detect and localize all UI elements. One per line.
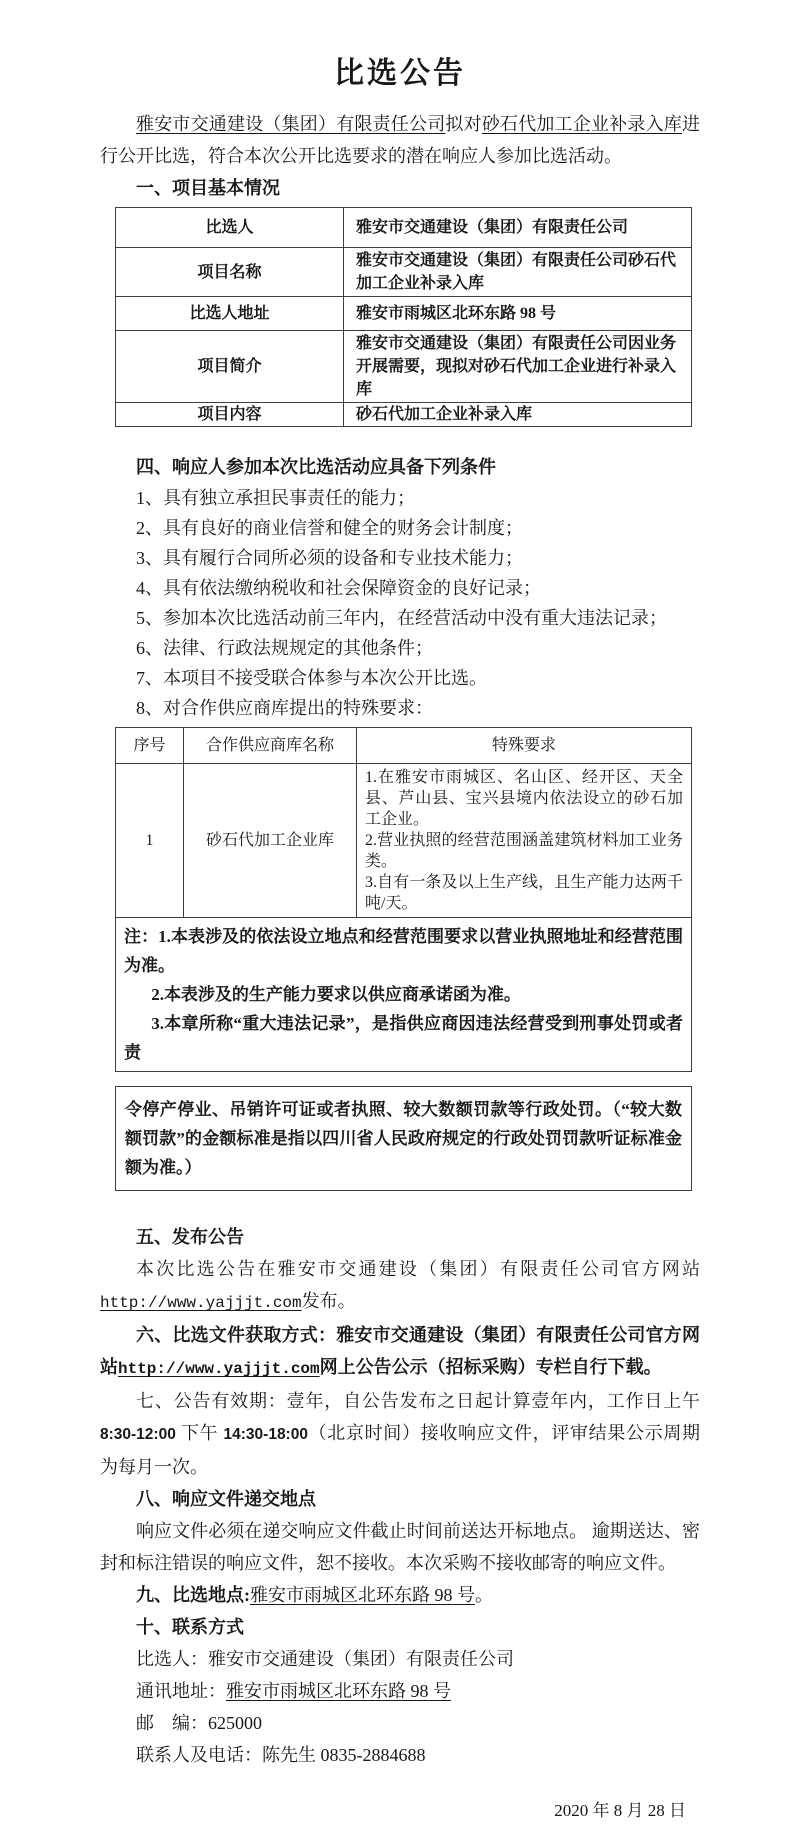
row-label: 项目名称	[116, 248, 344, 297]
notes-cell	[116, 918, 692, 1072]
row-label: 项目内容	[116, 403, 344, 427]
contact-value: 625000	[208, 1713, 262, 1733]
section-10-heading: 十、联系方式	[136, 1617, 244, 1637]
contact-label: 通讯地址：	[136, 1681, 226, 1701]
spacer	[100, 427, 700, 451]
intro-project-underlined: 砂石代加工企业补录入库	[481, 114, 683, 134]
contact-value: 雅安市交通建设（集团）有限责任公司	[208, 1649, 514, 1669]
contact-line	[100, 1739, 700, 1771]
section-6-body: 雅安市交通建设（集团）有限责任公司官方网站	[100, 1325, 701, 1377]
doc-title: 比选公告	[334, 57, 466, 90]
intro-paragraph	[100, 108, 700, 172]
section-5-heading: 五、发布公告	[136, 1227, 244, 1247]
row-value: 雅安市雨城区北环东路 98 号	[344, 297, 692, 331]
section-8-paragraph: 响应文件必须在递交响应文件截止时间前送达开标地点。 逾期送达、密封和标注错误的响应文件，恕不接收。本次采购不接收邮寄的响应文件。	[100, 1521, 700, 1573]
condition-item: 6、法律、行政法规规定的其他条件；	[136, 638, 433, 658]
library-name-cell: 砂石代加工企业库	[184, 764, 357, 918]
requirement-line: 1.在雅安市雨城区、名山区、经开区、天全县、芦山县、宝兴县境内依法设立的砂石加工企业。	[365, 769, 683, 828]
section-7-tail: （北京时间）接收响应文件，评审结果公示周期为每月一次。	[100, 1423, 701, 1477]
website-link[interactable]: http://www.yajjjt.com	[118, 1360, 320, 1378]
section-7-mid: 下午	[175, 1423, 224, 1443]
intro-tail: 进行公开比选，符合本次公开比选要求的潜在响应人参加比选活动。	[100, 114, 701, 166]
project-info-table	[115, 207, 692, 427]
contact-value: 雅安市雨城区北环东路 98 号	[226, 1681, 451, 1701]
row-value: 砂石代加工企业补录入库	[344, 403, 692, 427]
doc-date: 2020 年 8 月 28 日	[554, 1801, 686, 1820]
row-label: 比选人地址	[116, 297, 344, 331]
notes-continuation-box: 令停产停业、吊销许可证或者执照、较大数额罚款等行政处罚。（“较大数额罚款”的金额标准是指以四川省人民政府规定的行政处罚罚款听证标准金额为准。）	[115, 1086, 692, 1191]
header-serial: 序号	[116, 728, 184, 764]
section-5-body: 本次比选公告在雅安市交通建设（集团）有限责任公司官方网站	[136, 1259, 700, 1279]
contact-line	[100, 1675, 700, 1707]
requirements-cell	[357, 764, 692, 918]
table-row	[116, 208, 692, 248]
table-notes-row	[116, 918, 692, 1072]
website-link[interactable]: http://www.yajjjt.com	[100, 1294, 302, 1312]
table-header-row	[116, 728, 692, 764]
table-row	[116, 403, 692, 427]
table-row	[116, 248, 692, 297]
condition-item: 2、具有良好的商业信誉和健全的财务会计制度；	[136, 518, 523, 538]
time-morning: 8:30-12:00	[100, 1426, 176, 1443]
serial-cell: 1	[116, 764, 184, 918]
section-6-heading: 六、比选文件获取方式：	[136, 1325, 337, 1345]
header-requirements: 特殊要求	[357, 728, 692, 764]
section-9-heading: 九、比选地点:	[136, 1585, 250, 1605]
section-6-tail: 网上公告公示（招标采购）专栏自行下载。	[319, 1357, 662, 1377]
row-label: 项目简介	[116, 331, 344, 403]
section-4-heading: 四、响应人参加本次比选活动应具备下列条件	[136, 457, 496, 477]
condition-item: 3、具有履行合同所必须的设备和专业技术能力；	[136, 548, 523, 568]
requirement-line: 2.营业执照的经营范围涵盖建筑材料加工业务类。	[365, 832, 683, 870]
table-row	[116, 297, 692, 331]
section-7-prefix: 七、公告有效期：壹年，自公告发布之日起计算壹年内，工作日上午	[136, 1391, 700, 1411]
spacer	[100, 1191, 700, 1221]
section-8-heading: 八、响应文件递交地点	[136, 1489, 316, 1509]
contact-label: 比选人：	[136, 1649, 208, 1669]
time-afternoon: 14:30-18:00	[223, 1426, 308, 1443]
contact-label: 邮 编：	[136, 1713, 208, 1733]
section-6-paragraph	[100, 1319, 700, 1385]
requirement-line: 3.自有一条及以上生产线，且生产能力达两千吨/天。	[365, 874, 683, 912]
intro-company-underlined: 雅安市交通建设（集团）有限责任公司	[136, 114, 446, 134]
table-row	[116, 764, 692, 918]
note-line: 2.本表涉及的生产能力要求以供应商承诺函为准。	[151, 985, 521, 1004]
condition-item: 7、本项目不接受联合体参与本次公开比选。	[136, 668, 487, 688]
section-9-tail: 。	[475, 1585, 493, 1605]
section-1-heading: 一、项目基本情况	[136, 178, 280, 198]
condition-item: 8、对合作供应商库提出的特殊要求：	[136, 698, 433, 718]
intro-mid: 拟对	[445, 114, 482, 134]
section-5-tail: 发布。	[301, 1291, 356, 1311]
contact-value: 陈先生 0835-2884688	[262, 1745, 426, 1765]
supplier-library-table	[115, 727, 692, 1072]
condition-item: 5、参加本次比选活动前三年内，在经营活动中没有重大违法记录；	[136, 608, 667, 628]
row-value: 雅安市交通建设（集团）有限责任公司因业务开展需要，现拟对砂石代加工企业进行补录入库	[344, 331, 692, 403]
contact-label: 联系人及电话：	[136, 1745, 262, 1765]
section-9-line	[100, 1579, 700, 1611]
contact-line	[100, 1707, 700, 1739]
section-7-paragraph	[100, 1385, 700, 1483]
row-label: 比选人	[116, 208, 344, 248]
table-row	[116, 331, 692, 403]
condition-item: 4、具有依法缴纳税收和社会保障资金的良好记录；	[136, 578, 541, 598]
header-library-name: 合作供应商库名称	[184, 728, 357, 764]
condition-item: 1、具有独立承担民事责任的能力；	[136, 488, 415, 508]
contact-line	[100, 1643, 700, 1675]
bixuan-address: 雅安市雨城区北环东路 98 号	[250, 1585, 475, 1605]
row-value: 雅安市交通建设（集团）有限责任公司	[344, 208, 692, 248]
row-value: 雅安市交通建设（集团）有限责任公司砂石代加工企业补录入库	[344, 248, 692, 297]
section-5-paragraph	[100, 1253, 700, 1319]
note-line: 注：1.本表涉及的依法设立地点和经营范围要求以营业执照地址和经营范围为准。	[124, 927, 683, 975]
note-line: 3.本章所称“重大违法记录”，是指供应商因违法经营受到刑事处罚或者责	[124, 1014, 683, 1062]
